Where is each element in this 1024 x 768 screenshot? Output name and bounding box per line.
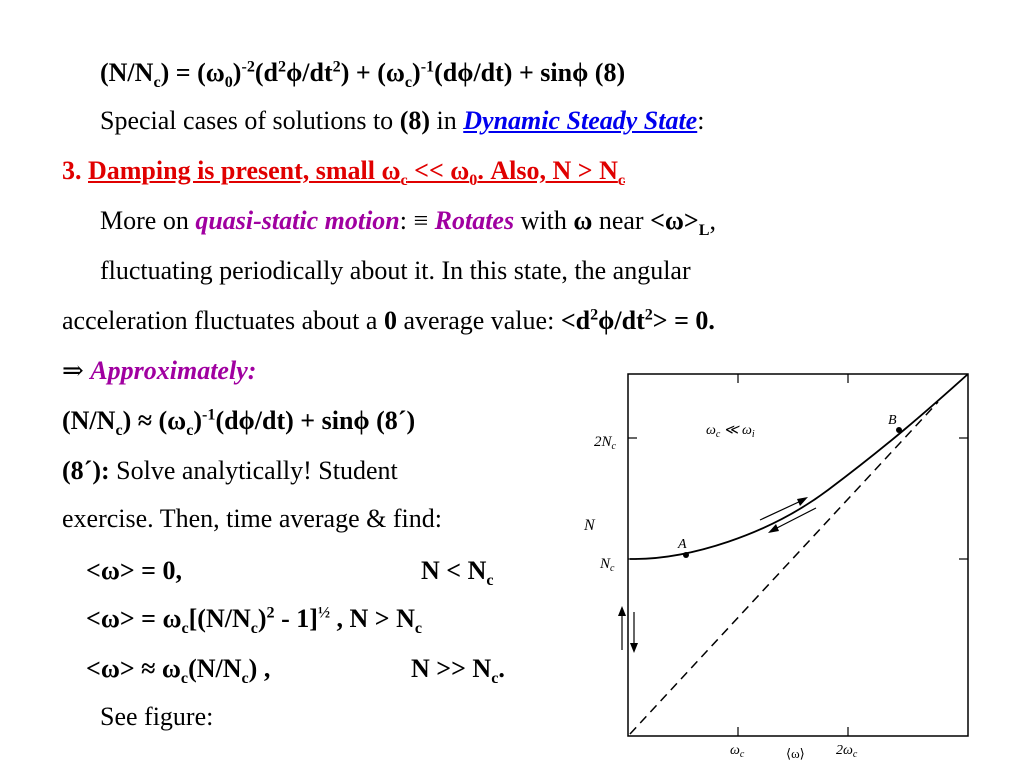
y-axis-label: N bbox=[584, 517, 595, 534]
result-2: $<\omega> = \omega_c[(N/N_c)^2 - 1]^{\frac{1}{2}}$ , $N > N_c$ bbox=[86, 604, 423, 638]
left-up-arrow-icon bbox=[618, 606, 626, 616]
quasi-static-line: More on quasi-static motion: ≡ Rotates with ω near $<\omega>_L$, bbox=[100, 206, 716, 240]
see-figure-line: See figure: bbox=[100, 702, 214, 731]
point-a-marker bbox=[683, 552, 689, 558]
condition-label: $\omega_c$ ≪ $\omega_i$ bbox=[706, 423, 755, 440]
case-3-heading: 3. Damping is present, small $\omega_c << \omega_0$. Also, $N > N_c$ bbox=[62, 156, 626, 190]
point-b-label: B bbox=[888, 413, 897, 428]
result-3: $<\omega> \approx \omega_c(N/N_c)$ , $N >> N_c$. bbox=[86, 654, 505, 688]
exercise-line: exercise. Then, time average & find: bbox=[62, 504, 442, 533]
equation-8: $(N/N_c) = (\omega_0)^{-2}(d^2\phi/dt^2) + (\omega_c)^{-1}(d\phi/dt) + \sin\phi$ (8) bbox=[100, 58, 626, 92]
fluctuating-line: fluctuating periodically about it. In this state, the angular bbox=[100, 256, 691, 285]
equation-8-prime: $(N/N_c) \approx (\omega_c)^{-1}(d\phi/dt) + \sin\phi$ (8´) bbox=[62, 406, 416, 440]
response-curve bbox=[630, 374, 968, 559]
xtick-2wc-label: $2\omega_c$ bbox=[836, 743, 858, 760]
dynamic-steady-state-link[interactable]: Dynamic Steady State bbox=[463, 106, 698, 135]
left-down-arrow-icon bbox=[630, 643, 638, 653]
x-axis-label: ⟨ω⟩ bbox=[786, 746, 805, 760]
n-vs-omega-figure bbox=[578, 350, 998, 760]
ytick-nc-label: $N_c$ bbox=[600, 556, 615, 574]
point-a-label: A bbox=[678, 537, 687, 552]
special-cases-line: Special cases of solutions to (8) in Dynamic Steady State: bbox=[100, 106, 705, 135]
solve-line: (8´): Solve analytically! Student bbox=[62, 456, 398, 485]
xtick-wc-label: $\omega_c$ bbox=[730, 743, 745, 760]
acceleration-line: acceleration fluctuates about a 0 average value: $<d^2\phi/dt^2> = 0$. bbox=[62, 306, 715, 335]
asymptote-line bbox=[630, 402, 938, 734]
approximately-line: ⇒ Approximately: bbox=[62, 356, 257, 385]
point-b-marker bbox=[896, 427, 902, 433]
result-1: <ω> = 0, $N < N_c$ bbox=[86, 556, 494, 590]
ytick-2nc-label: $2N_c$ bbox=[594, 434, 616, 452]
